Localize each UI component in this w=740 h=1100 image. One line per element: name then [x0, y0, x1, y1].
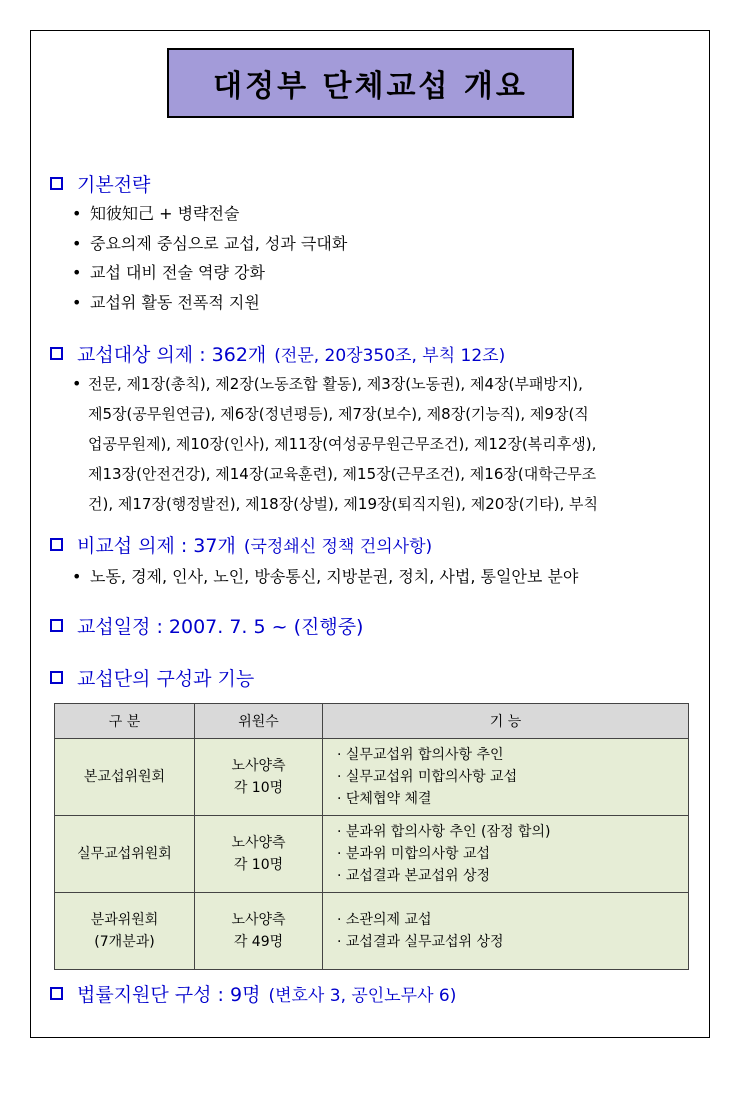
non-agenda-list [72, 562, 578, 592]
table-row [55, 816, 689, 893]
committee-name-cell: 분과위원회 (7개분과) [55, 893, 195, 970]
square-bullet-icon [50, 538, 63, 551]
functions-cell: · 소관의제 교섭 · 교섭결과 실무교섭위 상정 [323, 893, 689, 970]
list-item: • 교섭위 활동 전폭적 지원 [72, 293, 260, 313]
agenda-line: 제5장(공무원연금), 제6장(정년평등), 제7장(보수), 제8장(기능직), 제9장(직 [88, 405, 589, 423]
functions-cell: · 분과위 합의사항 추인 (잠정 합의) · 분과위 미합의사항 교섭 · 교섭결과 본교섭위 상정 [323, 816, 689, 893]
team-table [54, 703, 689, 970]
table-header-row [55, 704, 689, 739]
table-row [55, 739, 689, 816]
section-legal-detail: (변호사 3, 공인노무사 6) [268, 986, 457, 1006]
agenda-line: 건), 제17장(행정발전), 제18장(상벌), 제19장(퇴직지원), 제20장(기타), 부칙 [88, 495, 598, 513]
section-schedule-title: 교섭일정 : 2007. 7. 5 ~ (진행중) [77, 616, 364, 638]
members-cell: 노사양측 각 10명 [195, 816, 323, 893]
square-bullet-icon [50, 671, 63, 684]
section-agenda-detail: (전문, 20장350조, 부칙 12조) [274, 346, 506, 366]
list-item: • 노동, 경제, 인사, 노인, 방송통신, 지방분권, 정치, 사법, 통일안보 분야 [72, 567, 579, 586]
section-legal-heading [50, 980, 456, 1007]
table-row [55, 893, 689, 970]
square-bullet-icon [50, 177, 63, 190]
section-legal-title: 법률지원단 구성 : 9명 [77, 984, 261, 1006]
section-non-agenda-detail: (국정쇄신 정책 건의사항) [243, 537, 433, 557]
list-item: • 중요의제 중심으로 교섭, 성과 극대화 [72, 233, 348, 253]
section-non-agenda-heading [50, 531, 432, 558]
section-strategy-heading [50, 170, 150, 197]
section-agenda-title: 교섭대상 의제 : 362개 [77, 344, 267, 366]
column-header: 위원수 [195, 704, 323, 739]
agenda-paragraph [72, 369, 712, 519]
section-team-heading [50, 664, 254, 691]
bullet-dot: • [72, 374, 82, 393]
square-bullet-icon [50, 347, 63, 360]
square-bullet-icon [50, 619, 63, 632]
section-agenda-heading [50, 340, 505, 367]
page-title: 대정부 단체교섭 개요 [167, 48, 574, 118]
members-cell: 노사양측 각 49명 [195, 893, 323, 970]
list-item: • 知彼知己 + 병략전술 [72, 204, 240, 223]
square-bullet-icon [50, 987, 63, 1000]
section-schedule-heading [50, 612, 363, 639]
column-header: 구 분 [55, 704, 195, 739]
column-header: 기 능 [323, 704, 689, 739]
agenda-line: 업공무원제), 제10장(인사), 제11장(여성공무원근무조건), 제12장(복리후생), [88, 435, 597, 453]
agenda-line: 전문, 제1장(총칙), 제2장(노동조합 활동), 제3장(노동권), 제4장(부패방지), [88, 375, 583, 393]
strategy-list [72, 199, 347, 318]
list-item: • 교섭 대비 전술 역량 강화 [72, 263, 265, 283]
section-team-title: 교섭단의 구성과 기능 [77, 668, 255, 690]
section-strategy-title: 기본전략 [77, 174, 151, 196]
functions-cell: · 실무교섭위 합의사항 추인 · 실무교섭위 미합의사항 교섭 · 단체협약 체결 [323, 739, 689, 816]
members-cell: 노사양측 각 10명 [195, 739, 323, 816]
section-non-agenda-title: 비교섭 의제 : 37개 [77, 535, 236, 557]
committee-name-cell: 실무교섭위원회 [55, 816, 195, 893]
agenda-line: 제13장(안전건강), 제14장(교육훈련), 제15장(근무조건), 제16장(대학근무조 [88, 465, 597, 483]
committee-name-cell: 본교섭위원회 [55, 739, 195, 816]
